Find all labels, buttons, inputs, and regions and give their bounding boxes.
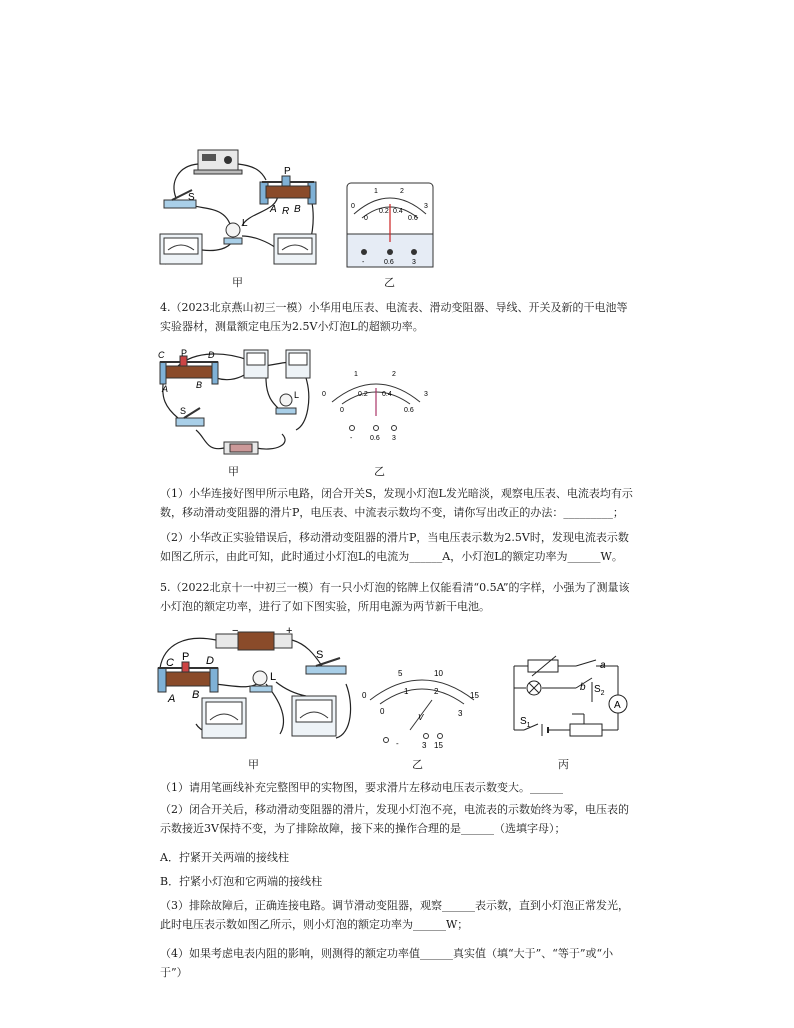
q5-label-D: D [206, 655, 214, 667]
ammeter-device-q5 [202, 698, 246, 738]
q4-scale-top-2: 2 [392, 371, 396, 378]
q4-scale-bot-3: 0.6 [404, 407, 414, 414]
lamp-q5 [250, 671, 272, 692]
diagram-label-S1: $S_1$ [520, 716, 531, 729]
caption-yi-q5: 乙 [412, 758, 423, 771]
q4-label-P: P [181, 348, 188, 358]
rheostat [260, 176, 316, 204]
voltmeter-device-q4 [286, 350, 310, 378]
scale-top-0: 0 [351, 203, 355, 210]
caption-yi-1: 乙 [384, 276, 395, 289]
q4-label-A: A [162, 384, 169, 394]
battery-q5 [216, 632, 292, 650]
q5-scale-bot-1: 1 [404, 687, 409, 696]
q5-scale-bot-0: 0 [380, 707, 385, 716]
label-R: R [282, 206, 290, 217]
rheostat-q4 [160, 356, 218, 384]
label-L: L [242, 218, 248, 229]
label-B: B [294, 204, 301, 215]
diagram-label-S2: $S_2$ [594, 684, 605, 697]
q5-label-plus: + [286, 625, 293, 637]
label-S: S [188, 192, 195, 203]
q4-scale-bot-1: 0.2 [358, 391, 368, 398]
q5-scale-bot-2: 2 [434, 687, 439, 696]
q5-sub2: （2）闭合开关后，移动滑动变阻器的滑片，发现小灯泡不亮，电流表的示数始终为零，电压表的示数接近3V保持不变，为了排除故障，接下来的操作合理的是______（选填字母）； [160, 803, 629, 835]
q5-label-minus: − [232, 625, 239, 637]
ammeter-device [160, 234, 202, 264]
caption-jia-q5: 甲 [248, 758, 259, 771]
q5-terminal-3: 3 [422, 741, 427, 750]
voltmeter-device [274, 234, 316, 264]
q5-unit-V: V [418, 713, 424, 722]
q4-stem: 4.（2023北京燕山初三一模）小华用电压表、电流表、滑动变阻器、导线、开关及新的干电池等实验器材，测量额定电压为2.5V小灯泡L的超额功率。 [160, 301, 628, 333]
q5-scale-top-15: 15 [470, 691, 479, 700]
q5-scale-top-5: 5 [398, 669, 403, 678]
scale-top-2: 2 [400, 188, 404, 195]
q5-stem: 5.（2022北京十一中初三一模）有一只小灯泡的铭牌上仅能看清“0.5A”的字样，小强为了测量该小灯泡的额定功率，进行了如下图实验，所用电源为两节新干电池。 [160, 581, 630, 613]
q5-label-S: S [316, 649, 324, 661]
q5-terminal-15: 15 [434, 741, 443, 750]
q4-scale-top-3: 3 [424, 391, 428, 398]
q4-scale-bot-0: 0 [340, 407, 344, 414]
circuit-figure-1 [158, 142, 318, 270]
q5-terminal-minus: - [396, 739, 399, 748]
q4-scale-top-0: 0 [322, 391, 326, 398]
terminal-06: 0.6 [384, 259, 394, 266]
scale-bot-0: 0 [364, 215, 368, 222]
q4-label-S: S [180, 406, 187, 416]
q5-label-L: L [270, 671, 277, 683]
scale-top-3: 3 [424, 203, 428, 210]
voltmeter-scale-q5 [360, 664, 484, 750]
lamp-q4 [276, 394, 296, 414]
q5-sub4: （4）如果考虑电表内阻的影响，则测得的额定功率值______真实值（填“大于”、“等于”或“小于”） [160, 947, 614, 979]
q5-label-B: B [192, 689, 200, 701]
q5-label-P: P [182, 651, 190, 663]
ammeter-scale-q4 [320, 366, 432, 442]
ammeter-device-q4 [244, 350, 268, 378]
q4-label-D: D [208, 350, 215, 360]
scale-bot-1: 0.2 [379, 208, 389, 215]
q4-scale-top-1: 1 [354, 371, 358, 378]
circuit-figure-q5 [156, 624, 356, 752]
label-P: P [284, 166, 291, 177]
scale-bot-3: 0.6 [408, 215, 418, 222]
q4-scale-bot-2: 0.4 [382, 391, 392, 398]
q4-label-L: L [294, 390, 300, 400]
q4-sub2: （2）小华改正实验错误后，移动滑动变阻器的滑片P，当电压表示数为2.5V时，发现电流表示数如图乙所示，由此可知，此时通过小灯泡L的电流为______A，小灯泡L的额定功率为______W。 [160, 531, 629, 563]
caption-bing-q5: 丙 [558, 758, 569, 771]
q5-scale-bot-3: 3 [458, 709, 463, 718]
lamp [224, 223, 242, 244]
q5-label-A: A [168, 693, 176, 705]
switch-q5 [306, 658, 346, 674]
diagram-label-b: b [580, 682, 586, 693]
q4-label-C: C [158, 350, 165, 360]
terminal-3: 3 [412, 259, 416, 266]
diagram-ammeter-A: A [614, 700, 621, 711]
circuit-figure-q4 [156, 348, 318, 460]
caption-yi-q4: 乙 [374, 465, 385, 478]
scale-top-1: 1 [374, 188, 378, 195]
q5-sub1: （1）请用笔画线补充完整图甲的实物图，要求滑片左移动电压表示数变大。______ [160, 781, 563, 794]
caption-jia-1: 甲 [232, 276, 243, 289]
caption-jia-q4: 甲 [228, 465, 239, 478]
q4-terminal-06: 0.6 [370, 435, 380, 442]
q4-sub1: （1）小华连接好图甲所示电路，闭合开关S，发现小灯泡L发光暗淡，观察电压表、电流表均有示数，移动滑动变阻器的滑片P，电压表、中流表示数均不变，请你写出改正的办法：_________； [160, 487, 633, 519]
q5-label-C: C [166, 657, 174, 669]
battery-q4 [224, 442, 258, 454]
power-supply [194, 150, 242, 174]
voltmeter-device-q5 [292, 696, 336, 736]
label-A: A [270, 204, 277, 215]
q5-sub3: （3）排除故障后，正确连接电路。调节滑动变阻器，观察______表示数，直到小灯泡正常发光，此时电压表示数如图乙所示，则小灯泡的额定功率为______W； [160, 899, 629, 931]
ammeter-figure-1 [346, 182, 434, 268]
q5-scale-top-0: 0 [362, 691, 367, 700]
scale-bot-2: 0.4 [393, 208, 403, 215]
diagram-label-a: a [600, 660, 606, 671]
q4-terminal-3: 3 [392, 435, 396, 442]
q4-terminal-minus: - [350, 435, 353, 442]
q5-scale-top-10: 10 [434, 669, 443, 678]
terminal-minus: - [362, 259, 365, 266]
q5-option-A: A．拧紧开关两端的接线柱 [160, 851, 289, 864]
circuit-diagram-q5 [494, 654, 640, 746]
q5-option-B: B．拧紧小灯泡和它两端的接线柱 [160, 875, 323, 888]
q4-label-B: B [196, 380, 203, 390]
